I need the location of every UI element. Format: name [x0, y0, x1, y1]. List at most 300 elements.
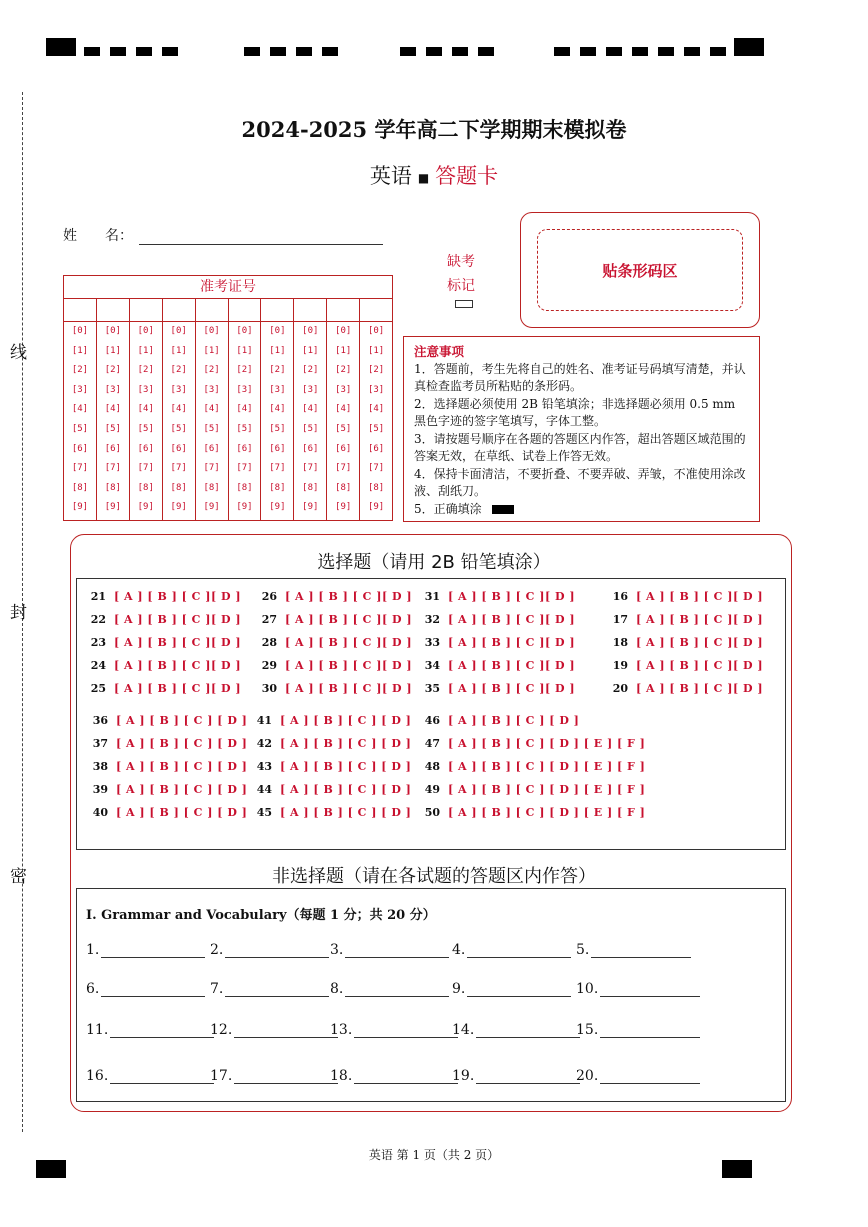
answer-options[interactable]: [ A ] [ B ] [ C ] [ D ] — [280, 714, 412, 727]
timing-mark — [84, 47, 100, 56]
id-column — [294, 299, 327, 521]
answer-options[interactable]: [ A ] [ B ] [ C ][ D ] — [636, 613, 764, 626]
answer-options[interactable]: [ A ] [ B ] [ C ] [ D ] — [116, 806, 248, 819]
blank-answer-line[interactable] — [467, 943, 571, 958]
answer-options[interactable]: [ A ] [ B ] [ C ] [ D ] — [280, 737, 412, 750]
id-digit-bubble[interactable]: [3] — [104, 384, 121, 395]
id-digit-bubble[interactable]: [2] — [203, 365, 220, 376]
blank-number: 5. — [576, 942, 590, 958]
answer-options[interactable]: [ A ] [ B ] [ C ][ D ] — [285, 659, 413, 672]
question-number: 19 — [612, 659, 628, 672]
choice-question[interactable] — [82, 636, 241, 649]
answer-options[interactable]: [ A ] [ B ] [ C ][ D ] — [636, 636, 764, 649]
id-digit-bubble[interactable]: [6] — [137, 443, 154, 454]
blank-item — [452, 981, 571, 997]
choice-question[interactable] — [84, 783, 247, 796]
answer-options[interactable]: [ A ] [ B ] [ C ][ D ] — [114, 613, 242, 626]
choice-question[interactable] — [416, 659, 575, 672]
answer-options[interactable]: [ A ] [ B ] [ C ][ D ] — [285, 613, 413, 626]
answer-options[interactable]: [ A ] [ B ] [ C ][ D ] — [114, 636, 242, 649]
id-digit-bubble[interactable]: [9] — [236, 502, 253, 513]
id-digit-bubble[interactable]: [6] — [236, 443, 253, 454]
timing-mark — [478, 47, 494, 56]
id-digit-bubble[interactable]: [8] — [236, 482, 253, 493]
id-digit-bubble[interactable]: [7] — [302, 463, 319, 474]
answer-options[interactable]: [ A ] [ B ] [ C ] [ D ] — [116, 714, 248, 727]
id-digit-bubble[interactable]: [1] — [302, 345, 319, 356]
page-subtitle — [0, 160, 868, 190]
question-number: 48 — [424, 760, 440, 773]
timing-mark — [270, 47, 286, 56]
id-digit-bubble[interactable]: [3] — [335, 384, 352, 395]
choice-question[interactable] — [416, 590, 575, 603]
id-digit-bubble[interactable]: [7] — [170, 463, 187, 474]
choice-question[interactable] — [253, 590, 412, 603]
blank-item — [452, 1068, 580, 1084]
instructions-title: 注意事项 — [414, 344, 465, 359]
blank-number: 9. — [452, 981, 466, 997]
blank-item — [210, 1068, 338, 1084]
id-digit-bubble[interactable]: [7] — [203, 463, 220, 474]
blank-answer-line[interactable] — [354, 1023, 458, 1038]
choice-question[interactable] — [604, 613, 763, 626]
id-write-cell[interactable] — [360, 299, 392, 322]
blank-answer-line[interactable] — [600, 1023, 700, 1038]
id-digit-bubble[interactable]: [5] — [269, 423, 286, 434]
id-digit-bubble[interactable]: [4] — [203, 404, 220, 415]
choice-question[interactable] — [416, 806, 645, 819]
question-number: 50 — [424, 806, 440, 819]
instruction-item: 1．答题前，考生先将自己的姓名、准考证号码填写清楚，并认真检查监考员所粘贴的条形码。 — [414, 361, 746, 393]
timing-mark — [162, 47, 178, 56]
instruction-item: 2．选择题必须使用 2B 铅笔填涂；非选择题必须用 0.5 mm 黑色字迹的签字笔填写，字体工整。 — [414, 396, 736, 428]
timing-mark — [452, 47, 468, 56]
answer-options[interactable]: [ A ] [ B ] [ C ][ D ] — [114, 682, 242, 695]
id-digit-bubble[interactable]: [3] — [302, 384, 319, 395]
id-digit-bubble[interactable]: [5] — [203, 423, 220, 434]
question-number: 37 — [92, 737, 108, 750]
choice-question[interactable] — [82, 590, 241, 603]
answer-options[interactable]: [ A ] [ B ] [ C ][ D ] — [448, 590, 576, 603]
id-digit-bubble[interactable]: [3] — [269, 384, 286, 395]
absent-label-2: 标记 — [447, 278, 475, 294]
id-digit-bubble[interactable]: [8] — [137, 482, 154, 493]
id-digit-bubble[interactable]: [7] — [367, 463, 385, 474]
id-digit-bubble[interactable]: [1] — [170, 345, 187, 356]
question-number: 35 — [424, 682, 440, 695]
id-digit-bubble[interactable]: [0] — [104, 326, 121, 336]
choice-question[interactable] — [253, 636, 412, 649]
blank-item — [210, 981, 329, 997]
id-digit-bubble[interactable]: [5] — [137, 423, 154, 434]
id-digit-bubble[interactable]: [6] — [367, 443, 385, 454]
id-digit-bubble[interactable]: [0] — [203, 326, 220, 336]
question-number: 44 — [256, 783, 272, 796]
answer-options[interactable]: [ A ] [ B ] [ C ] [ D ] — [280, 783, 412, 796]
id-digit-bubble[interactable]: [6] — [170, 443, 187, 454]
side-label-feng: 封 — [10, 603, 27, 623]
id-digit-bubble[interactable]: [9] — [203, 502, 220, 513]
id-column — [97, 299, 130, 521]
timing-mark — [658, 47, 674, 56]
instruction-item: 5．正确填涂 — [414, 501, 482, 516]
id-digit-bubble[interactable]: [5] — [71, 423, 89, 434]
blank-item — [576, 981, 700, 997]
choice-question[interactable] — [416, 783, 645, 796]
timing-mark — [606, 47, 622, 56]
answer-options[interactable]: [ A ] [ B ] [ C ][ D ] — [285, 682, 413, 695]
id-digit-bubble[interactable]: [6] — [302, 443, 319, 454]
choice-question[interactable] — [84, 760, 247, 773]
choice-question[interactable] — [248, 806, 411, 819]
blank-item — [330, 1022, 458, 1038]
blank-number: 1. — [86, 942, 100, 958]
question-number: 17 — [612, 613, 628, 626]
absent-label-1: 缺考 — [447, 254, 475, 270]
id-digit-bubble[interactable]: [6] — [104, 443, 121, 454]
id-write-cell[interactable] — [64, 299, 96, 322]
id-digit-bubble[interactable]: [3] — [236, 384, 253, 395]
choice-question[interactable] — [416, 636, 575, 649]
timing-mark — [426, 47, 442, 56]
id-write-cell[interactable] — [294, 299, 326, 322]
blank-answer-line[interactable] — [345, 943, 449, 958]
choice-question[interactable] — [416, 613, 575, 626]
question-number: 38 — [92, 760, 108, 773]
id-digit-bubble[interactable]: [1] — [269, 345, 286, 356]
id-digit-bubble[interactable]: [3] — [71, 384, 89, 395]
choice-question[interactable] — [416, 760, 645, 773]
blank-answer-line[interactable] — [591, 943, 691, 958]
choice-question[interactable] — [82, 659, 241, 672]
answer-options[interactable]: [ A ] [ B ] [ C ] [ D ] — [448, 714, 580, 727]
id-digit-bubble[interactable]: [2] — [170, 365, 187, 376]
timing-mark — [632, 47, 648, 56]
answer-options[interactable]: [ A ] [ B ] [ C ] [ D ] [ E ] [ F ] — [448, 806, 646, 819]
id-digit-bubble[interactable]: [2] — [236, 365, 253, 376]
choice-question[interactable] — [253, 682, 412, 695]
instruction-item-5 — [414, 501, 749, 519]
instruction-item: 3．请按题号顺序在各题的答题区内作答，超出答题区域范围的答案无效，在草纸、试卷上作答无效。 — [414, 431, 746, 463]
id-digit-bubble[interactable]: [7] — [236, 463, 253, 474]
id-digit-bubble[interactable]: [9] — [170, 502, 187, 513]
id-digit-bubble[interactable]: [6] — [335, 443, 352, 454]
question-number: 20 — [612, 682, 628, 695]
id-column — [196, 299, 229, 521]
choice-question[interactable] — [416, 737, 645, 750]
answer-options[interactable]: [ A ] [ B ] [ C ][ D ] — [636, 659, 764, 672]
choice-question[interactable] — [84, 737, 247, 750]
timing-mark — [710, 47, 726, 56]
id-write-cell[interactable] — [261, 299, 293, 322]
choice-question[interactable] — [248, 714, 411, 727]
id-digit-bubble[interactable]: [5] — [367, 423, 385, 434]
id-digit-bubble[interactable]: [2] — [269, 365, 286, 376]
question-number: 22 — [90, 613, 106, 626]
choice-question[interactable] — [253, 659, 412, 672]
choice-question[interactable] — [604, 682, 763, 695]
id-digit-bubble[interactable]: [4] — [367, 404, 385, 415]
question-number: 18 — [612, 636, 628, 649]
timing-mark — [554, 47, 570, 56]
id-digit-bubble[interactable]: [2] — [335, 365, 352, 376]
id-digit-bubble[interactable]: [1] — [236, 345, 253, 356]
timing-mark — [322, 47, 338, 56]
id-digit-bubble[interactable]: [9] — [367, 502, 385, 513]
blank-number: 13. — [330, 1022, 353, 1038]
answer-options[interactable]: [ A ] [ B ] [ C ] [ D ] [ E ] [ F ] — [448, 783, 646, 796]
question-number: 34 — [424, 659, 440, 672]
blank-answer-line[interactable] — [225, 982, 329, 997]
choice-question[interactable] — [82, 613, 241, 626]
answer-options[interactable]: [ A ] [ B ] [ C ][ D ] — [636, 682, 764, 695]
id-digit-bubble[interactable]: [0] — [170, 326, 187, 336]
answer-options[interactable]: [ A ] [ B ] [ C ][ D ] — [448, 682, 576, 695]
id-digit-bubble[interactable]: [4] — [269, 404, 286, 415]
id-digit-bubble[interactable]: [9] — [71, 502, 89, 513]
blank-number: 10. — [576, 981, 599, 997]
question-number: 31 — [424, 590, 440, 603]
blank-number: 20. — [576, 1068, 599, 1084]
id-digit-bubble[interactable]: [3] — [170, 384, 187, 395]
exam-id-label: 准考证号 — [64, 276, 392, 299]
instruction-item: 4．保持卡面清洁，不要折叠、不要弄破、弄皱，不准使用涂改液、刮纸刀。 — [414, 466, 746, 498]
blank-number: 2. — [210, 942, 224, 958]
question-number: 36 — [92, 714, 108, 727]
id-digit-bubble[interactable]: [8] — [367, 482, 385, 493]
question-number: 41 — [256, 714, 272, 727]
id-digit-bubble[interactable]: [9] — [269, 502, 286, 513]
id-column — [130, 299, 163, 521]
choice-question[interactable] — [604, 659, 763, 672]
blank-item — [86, 1022, 214, 1038]
name-field[interactable] — [139, 228, 383, 245]
blank-answer-line[interactable] — [110, 1023, 214, 1038]
barcode-label: 贴条形码区 — [537, 229, 743, 311]
question-number: 29 — [261, 659, 277, 672]
blank-answer-line[interactable] — [600, 1069, 700, 1084]
choice-question[interactable] — [253, 613, 412, 626]
blank-answer-line[interactable] — [476, 1069, 580, 1084]
blank-number: 15. — [576, 1022, 599, 1038]
choice-question[interactable] — [82, 682, 241, 695]
blank-answer-line[interactable] — [476, 1023, 580, 1038]
answer-options[interactable]: [ A ] [ B ] [ C ][ D ] — [448, 636, 576, 649]
blank-answer-line[interactable] — [467, 982, 571, 997]
blank-number: 4. — [452, 942, 466, 958]
answer-options[interactable]: [ A ] [ B ] [ C ] [ D ] [ E ] [ F ] — [448, 760, 646, 773]
id-digit-bubble[interactable]: [1] — [137, 345, 154, 356]
answer-options[interactable]: [ A ] [ B ] [ C ][ D ] — [114, 590, 242, 603]
question-number: 33 — [424, 636, 440, 649]
id-digit-bubble[interactable]: [8] — [302, 482, 319, 493]
blank-item — [86, 1068, 214, 1084]
choice-question[interactable] — [416, 682, 575, 695]
id-digit-bubble[interactable]: [9] — [137, 502, 154, 513]
id-digit-bubble[interactable]: [8] — [269, 482, 286, 493]
blank-number: 3. — [330, 942, 344, 958]
id-digit-bubble[interactable]: [8] — [170, 482, 187, 493]
separator-dot: ■ — [417, 170, 430, 185]
question-number: 27 — [261, 613, 277, 626]
choice-question[interactable] — [416, 714, 579, 727]
id-digit-bubble[interactable]: [0] — [236, 326, 253, 336]
id-digit-bubble[interactable]: [6] — [71, 443, 89, 454]
id-digit-bubble[interactable]: [7] — [104, 463, 121, 474]
blank-item — [86, 981, 205, 997]
id-digit-bubble[interactable]: [8] — [71, 482, 89, 493]
blank-answer-line[interactable] — [234, 1069, 338, 1084]
blank-item — [576, 1068, 700, 1084]
sheet-type-label: 答题卡 — [435, 164, 499, 188]
id-digit-bubble[interactable]: [5] — [170, 423, 187, 434]
choice-question[interactable] — [604, 590, 763, 603]
id-digit-bubble[interactable]: [8] — [104, 482, 121, 493]
id-digit-bubble[interactable]: [4] — [170, 404, 187, 415]
id-digit-bubble[interactable]: [1] — [367, 345, 385, 356]
id-digit-bubble[interactable]: [4] — [104, 404, 121, 415]
answer-options[interactable]: [ A ] [ B ] [ C ] [ D ] [ E ] [ F ] — [448, 737, 646, 750]
id-digit-bubble[interactable]: [1] — [335, 345, 352, 356]
answer-options[interactable]: [ A ] [ B ] [ C ][ D ] — [448, 659, 576, 672]
answer-options[interactable]: [ A ] [ B ] [ C ] [ D ] — [116, 737, 248, 750]
blank-answer-line[interactable] — [225, 943, 329, 958]
blank-answer-line[interactable] — [354, 1069, 458, 1084]
id-digit-bubble[interactable]: [6] — [203, 443, 220, 454]
question-number: 26 — [261, 590, 277, 603]
answer-options[interactable]: [ A ] [ B ] [ C ][ D ] — [636, 590, 764, 603]
page-footer: 英语 第 1 页（共 2 页） — [368, 1148, 500, 1162]
question-number: 21 — [90, 590, 106, 603]
id-write-cell[interactable] — [327, 299, 359, 322]
id-digit-bubble[interactable]: [4] — [236, 404, 253, 415]
choice-question[interactable] — [248, 760, 411, 773]
choice-question[interactable] — [248, 783, 411, 796]
choice-question[interactable] — [84, 714, 247, 727]
answer-options[interactable]: [ A ] [ B ] [ C ][ D ] — [285, 590, 413, 603]
page-title: 2024-2025 学年高二下学期期末模拟卷 — [241, 117, 627, 142]
id-digit-bubble[interactable]: [0] — [269, 326, 286, 336]
instructions-box — [403, 336, 760, 522]
id-column — [64, 299, 97, 521]
timing-mark — [400, 47, 416, 56]
id-digit-bubble[interactable]: [5] — [104, 423, 121, 434]
question-number: 30 — [261, 682, 277, 695]
id-column — [327, 299, 360, 521]
id-digit-bubble[interactable]: [2] — [104, 365, 121, 376]
id-digit-bubble[interactable]: [3] — [203, 384, 220, 395]
blank-answer-line[interactable] — [600, 982, 700, 997]
question-number: 49 — [424, 783, 440, 796]
id-write-cell[interactable] — [130, 299, 162, 322]
timing-mark — [110, 47, 126, 56]
blank-answer-line[interactable] — [234, 1023, 338, 1038]
id-digit-bubble[interactable]: [0] — [367, 326, 385, 336]
id-write-cell[interactable] — [229, 299, 261, 322]
id-digit-bubble[interactable]: [7] — [335, 463, 352, 474]
id-write-cell[interactable] — [196, 299, 228, 322]
question-number: 42 — [256, 737, 272, 750]
id-write-cell[interactable] — [97, 299, 129, 322]
id-digit-bubble[interactable]: [1] — [203, 345, 220, 356]
blank-item — [330, 981, 449, 997]
id-digit-bubble[interactable]: [0] — [71, 326, 89, 336]
id-write-cell[interactable] — [163, 299, 195, 322]
blank-item — [576, 1022, 700, 1038]
question-number: 32 — [424, 613, 440, 626]
blank-number: 6. — [86, 981, 100, 997]
question-number: 40 — [92, 806, 108, 819]
question-number: 28 — [261, 636, 277, 649]
answer-options[interactable]: [ A ] [ B ] [ C ][ D ] — [114, 659, 242, 672]
id-digit-bubble[interactable]: [6] — [269, 443, 286, 454]
id-digit-bubble[interactable]: [4] — [71, 404, 89, 415]
answer-options[interactable]: [ A ] [ B ] [ C ] [ D ] — [280, 806, 412, 819]
id-digit-bubble[interactable]: [8] — [335, 482, 352, 493]
side-label-xian: 线 — [10, 343, 27, 363]
id-digit-bubble[interactable]: [9] — [335, 502, 352, 513]
id-digit-bubble[interactable]: [7] — [269, 463, 286, 474]
blank-answer-line[interactable] — [110, 1069, 214, 1084]
answer-options[interactable]: [ A ] [ B ] [ C ][ D ] — [285, 636, 413, 649]
id-digit-bubble[interactable]: [4] — [335, 404, 352, 415]
id-digit-bubble[interactable]: [2] — [137, 365, 154, 376]
id-digit-bubble[interactable]: [3] — [367, 384, 385, 395]
id-digit-bubble[interactable]: [3] — [137, 384, 154, 395]
nonchoice-section-title: 非选择题（请在各试题的答题区内作答） — [272, 866, 596, 887]
id-digit-bubble[interactable]: [4] — [302, 404, 319, 415]
choice-question[interactable] — [84, 806, 247, 819]
id-digit-bubble[interactable]: [2] — [367, 365, 385, 376]
id-digit-bubble[interactable]: [5] — [236, 423, 253, 434]
blank-item — [576, 942, 691, 958]
id-digit-bubble[interactable]: [1] — [104, 345, 121, 356]
name-label: 姓 名： — [63, 228, 133, 244]
blank-answer-line[interactable] — [101, 943, 205, 958]
blank-answer-line[interactable] — [345, 982, 449, 997]
id-digit-bubble[interactable]: [0] — [137, 326, 154, 336]
choice-question[interactable] — [248, 737, 411, 750]
name-row — [63, 225, 383, 245]
question-number: 25 — [90, 682, 106, 695]
id-digit-bubble[interactable]: [7] — [137, 463, 154, 474]
id-digit-bubble[interactable]: [5] — [335, 423, 352, 434]
id-digit-bubble[interactable]: [5] — [302, 423, 319, 434]
id-digit-bubble[interactable]: [7] — [71, 463, 89, 474]
id-digit-bubble[interactable]: [9] — [104, 502, 121, 513]
answer-options[interactable]: [ A ] [ B ] [ C ] [ D ] — [116, 760, 248, 773]
answer-options[interactable]: [ A ] [ B ] [ C ] [ D ] — [280, 760, 412, 773]
absent-checkbox[interactable] — [455, 300, 473, 308]
id-digit-bubble[interactable]: [4] — [137, 404, 154, 415]
id-digit-bubble[interactable]: [2] — [71, 365, 89, 376]
choice-question[interactable] — [604, 636, 763, 649]
blank-number: 19. — [452, 1068, 475, 1084]
id-column — [163, 299, 196, 521]
id-digit-bubble[interactable]: [0] — [335, 326, 352, 336]
blank-item — [452, 942, 571, 958]
answer-options[interactable]: [ A ] [ B ] [ C ][ D ] — [448, 613, 576, 626]
answer-options[interactable]: [ A ] [ B ] [ C ] [ D ] — [116, 783, 248, 796]
blank-item — [452, 1022, 580, 1038]
id-column — [261, 299, 294, 521]
id-digit-bubble[interactable]: [0] — [302, 326, 319, 336]
id-digit-bubble[interactable]: [2] — [302, 365, 319, 376]
id-digit-bubble[interactable]: [9] — [302, 502, 319, 513]
id-digit-bubble[interactable]: [1] — [71, 345, 89, 356]
id-digit-bubble[interactable]: [8] — [203, 482, 220, 493]
blank-answer-line[interactable] — [101, 982, 205, 997]
